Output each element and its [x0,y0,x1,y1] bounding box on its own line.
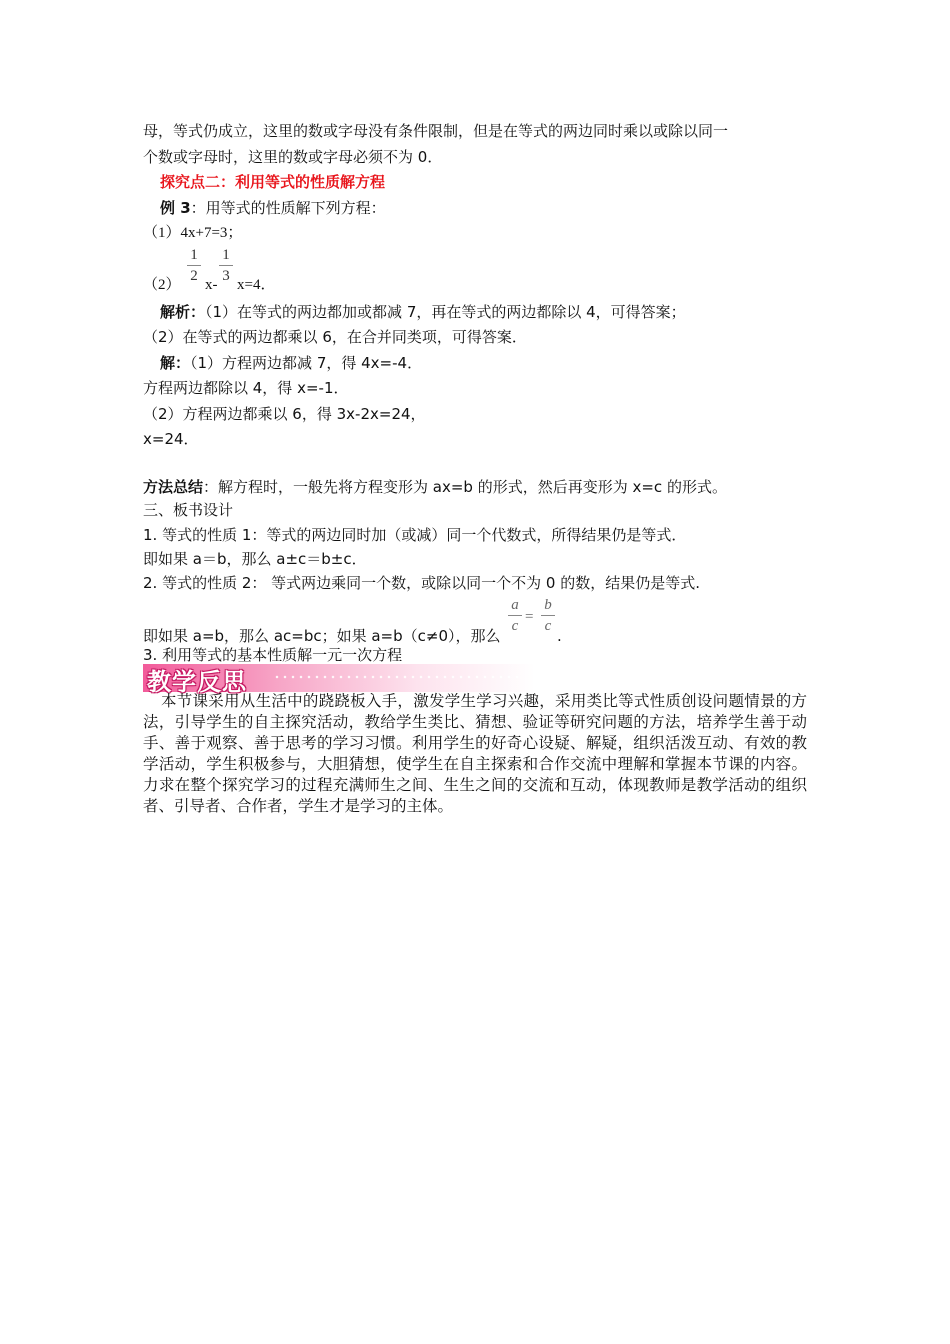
method-summary-text: ：解方程时，一般先将方程变形为 ax=b 的形式，然后再变形为 x=c 的形式。 [203,478,727,496]
solution-line: （2）方程两边都乘以 6，得 3x-2x=24， [143,405,426,423]
example-text: ：用等式的性质解下列方程： [190,199,386,217]
fraction-denominator: c [544,618,552,634]
fraction-b-over-c [541,597,555,634]
fraction-bar [541,615,555,616]
reflection-title: 教学反思 [147,668,247,696]
fraction-denominator: 3 [222,268,230,284]
fraction-numerator: 1 [222,247,230,263]
reflection-banner [143,664,535,696]
equation-2-suffix: x=4． [237,277,276,293]
solution-line: 方程两边都除以 4，得 x=-1． [143,379,349,397]
equation-2-prefix: （2） [143,277,181,293]
board-item-1-example: 即如果 a＝b，那么 a±c＝b±c． [143,550,367,568]
fraction-numerator: 1 [190,247,198,263]
solution-text: （1）方程两边都减 7，得 4x=-4． [190,354,423,372]
fraction-numerator: a [511,597,519,613]
equation-1: （1）4x+7=3； [143,225,243,241]
method-summary [143,477,727,497]
analysis-label: 解析： [160,303,206,321]
board-item-2-example-prefix: 即如果 a=b，那么 ac=bc；如果 a=b（c≠0），那么 [143,627,501,645]
paragraph-line: 个数或字母时，这里的数或字母必须不为 0． [143,148,443,166]
board-item-1: 1. 等式的性质 1：等式的两边同时加（或减）同一个代数式，所得结果仍是等式． [143,526,687,544]
analysis-text: （1）在等式的两边都加或都减 7，再在等式的两边都除以 4，可得答案； [205,303,686,321]
fraction-bar [187,265,201,266]
paragraph-line: 母，等式仍成立，这里的数或字母没有条件限制，但是在等式的两边同时乘以或除以同一 [143,122,729,140]
example-line [160,198,386,218]
fraction-a-over-c [508,597,522,634]
fraction-denominator: c [511,618,519,634]
solution-line: x=24． [143,430,199,448]
fraction-one-half [187,247,201,284]
fraction-one-third [219,247,233,284]
analysis-line [160,302,686,322]
method-summary-label: 方法总结 [143,478,204,496]
fraction-numerator: b [544,597,552,613]
solution-label: 解： [160,354,191,372]
board-design-heading: 三、板书设计 [143,501,234,519]
reflection-paragraph: 本节课采用从生活中的跷跷板入手，激发学生学习兴趣，采用类比等式性质创设问题情景的方法，引导学生的自主探究活动，教给学生类比、猜想、验证等研究问题的方法，培养学生善于动手、善于观察、善于思考的学习习惯。利用学生的好奇心设疑、解疑，组织活泼互动、有效的教学活动，学生积极参与，大胆猜想，使学生在自主探索和合作交流中理解和掌握本节课的内容。力求在整个探究学习的过程充满师生之间、生生之间的交流和互动，体现教师是教学活动的组织者、引导者、合作者，学生才是学习的主体。 [143,692,807,815]
equation-2-mid: x- [205,277,218,293]
board-item-3: 3. 利用等式的基本性质解一元一次方程 [143,646,403,664]
banner-decoration [273,675,523,679]
fraction-bar [219,265,233,266]
equals-sign: = [525,609,534,625]
example-label: 例 3 [160,199,191,217]
fraction-denominator: 2 [190,268,198,284]
board-item-2-example-suffix: . [557,627,562,645]
fraction-bar [508,615,522,616]
solution-line [160,353,422,373]
section-heading: 探究点二：利用等式的性质解方程 [160,173,386,191]
board-item-2: 2. 等式的性质 2： 等式两边乘同一个数，或除以同一个不为 0 的数，结果仍是等式. [143,574,701,592]
analysis-line: （2）在等式的两边都乘以 6，在合并同类项，可得答案． [143,328,527,346]
